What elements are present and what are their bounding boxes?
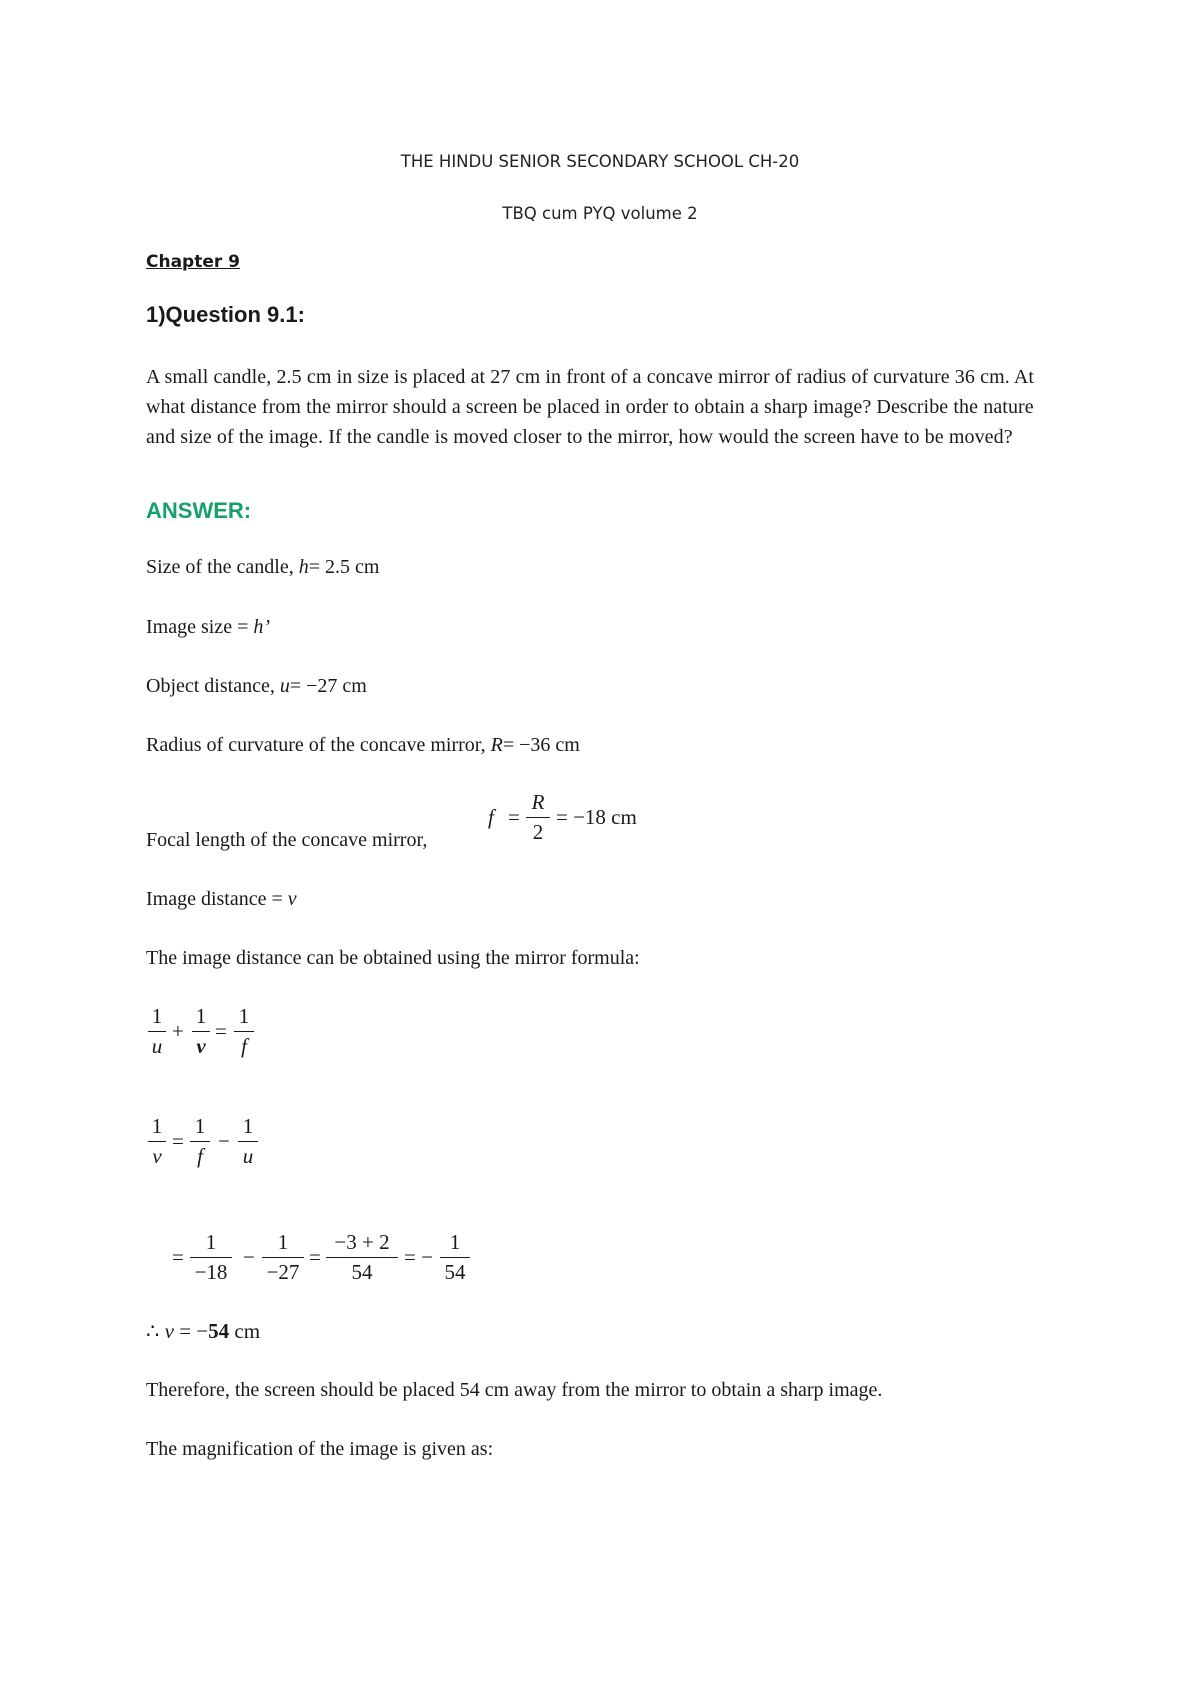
image-size-label: Image size = <box>146 616 254 638</box>
candle-size-value: = 2.5 cm <box>308 556 380 578</box>
focal-result: = −18 cm <box>556 805 637 829</box>
radius-var: R <box>490 734 503 756</box>
eq3-equals-2: = − <box>404 1245 433 1269</box>
eq2-equals: = <box>172 1129 184 1153</box>
image-distance-label: Image distance = <box>146 888 288 910</box>
eq1-term2: 1 v <box>192 1004 210 1058</box>
result-var: v <box>164 1319 174 1343</box>
eq1-plus: + <box>172 1019 184 1043</box>
focal-f: f <box>488 805 494 829</box>
eq2-minus: − <box>218 1129 230 1153</box>
object-distance-var: u <box>279 675 290 697</box>
object-distance-line <box>146 675 367 698</box>
eq1-equals: = <box>215 1019 227 1043</box>
object-distance-label: Object distance, <box>146 675 280 697</box>
candle-size-label: Size of the candle, <box>146 556 299 578</box>
question-heading: 1)Question 9.1: <box>146 302 305 327</box>
radius-label: Radius of curvature of the concave mirror, <box>146 734 491 756</box>
result-eq: = − <box>173 1319 209 1343</box>
focal-fraction <box>526 790 550 844</box>
result-value: 54 <box>208 1319 230 1343</box>
result-unit: cm <box>229 1319 261 1343</box>
eq1-term3: 1 f <box>234 1004 254 1058</box>
object-distance-value: = −27 cm <box>289 675 367 697</box>
eq3-term4: 1 54 <box>440 1230 470 1284</box>
image-size-line <box>146 616 270 639</box>
chapter-heading: Chapter 9 <box>146 252 241 272</box>
magnification-intro: The magnification of the image is given as: <box>146 1438 494 1460</box>
eq3-equals-1: = <box>309 1245 321 1269</box>
therefore-symbol: ∴ <box>146 1319 165 1343</box>
eq2-term2: 1 f <box>190 1114 210 1168</box>
volume-title: TBQ cum PYQ volume 2 <box>502 204 698 223</box>
conclusion-text: Therefore, the screen should be placed 54 cm away from the mirror to obtain a sharp image. <box>146 1379 883 1401</box>
radius-value: = −36 cm <box>502 734 580 756</box>
focal-den: 2 <box>532 820 544 845</box>
formula-intro: The image distance can be obtained using the mirror formula: <box>146 947 640 969</box>
candle-size-var: h <box>298 556 309 578</box>
eq3-term1: 1 −18 <box>190 1230 232 1284</box>
radius-line <box>146 734 580 757</box>
focal-eq: = <box>508 805 520 829</box>
answer-label: ANSWER: <box>146 498 252 523</box>
eq2-term1: 1 v <box>148 1114 166 1168</box>
focal-num: R <box>531 790 545 814</box>
image-size-var: h’ <box>253 616 271 638</box>
eq1-term1: 1 u <box>148 1004 166 1058</box>
candle-size-line <box>146 556 379 579</box>
image-distance-line <box>146 888 297 911</box>
eq2-term3: 1 u <box>238 1114 258 1168</box>
eq3-term3: −3 + 2 54 <box>326 1230 398 1284</box>
eq3-term2: 1 −27 <box>262 1230 304 1284</box>
eq3-minus: − <box>243 1245 255 1269</box>
result-line <box>146 1319 260 1344</box>
school-title: THE HINDU SENIOR SECONDARY SCHOOL CH-20 <box>400 152 800 171</box>
image-distance-var: v <box>287 888 297 910</box>
eq3-equals-start: = <box>172 1245 184 1269</box>
question-text: A small candle, 2.5 cm in size is placed at 27 cm in front of a concave mirror of radius of curvature 36 cm. At what distance from the mirror should a screen be placed in order to obtain a sharp image? Describe the nature and size of the image. If the candle is moved closer to the mirror, how would the screen have to be moved? <box>146 366 1035 448</box>
focal-length-label: Focal length of the concave mirror, <box>146 829 428 851</box>
